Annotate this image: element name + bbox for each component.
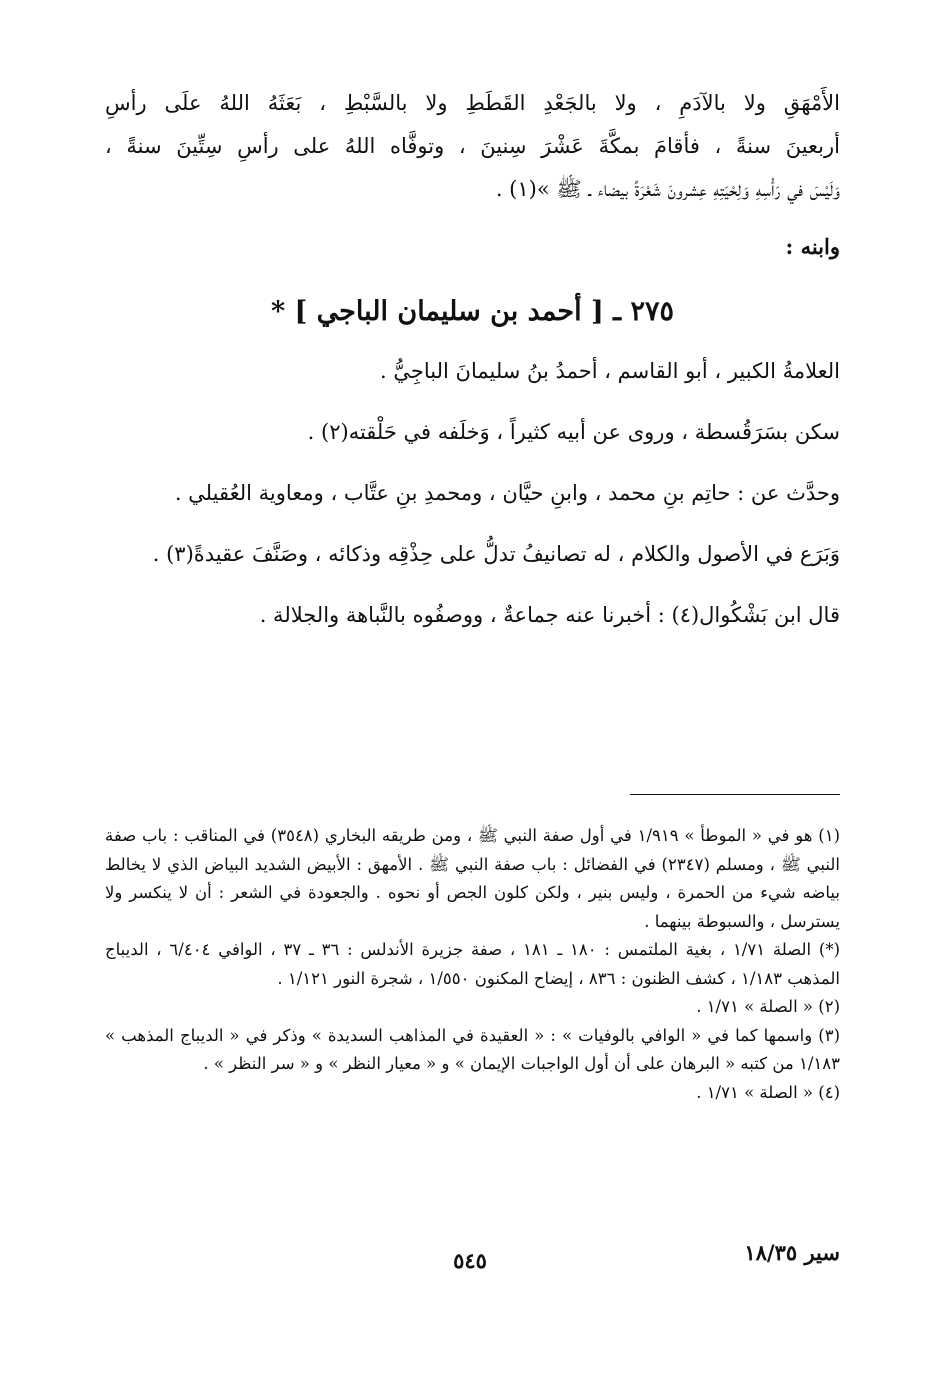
page-footer: [100, 1240, 840, 1280]
signature-mark: سير ١٨/٣٥: [744, 1240, 840, 1265]
body-paragraph: وَبَرَع في الأصول والكلام ، له تصانيفُ تدلُّ على حِذْقِه وذكائه ، وصَنَّفَ عقيدةً(٣) .: [152, 542, 840, 566]
body-paragraph: وحدَّث عن : حاتِم بنِ محمد ، وابنِ حيَّان ، ومحمدِ بنِ عتَّاب ، ومعاوية العُقيلي .: [174, 481, 840, 505]
body-paragraph: قال ابن بَشْكُوال(٤) : أخبرنا عنه جماعةٌ ، ووصفُوه بالنَّباهة والجلالة .: [259, 603, 840, 627]
entry-title: ٢٧٥ ـ [ أحمد بن سليمان الباجي ] *: [270, 296, 674, 327]
main-text: [105, 82, 840, 655]
footnote: (٣) واسمها كما في « الوافي بالوفيات » : « العقيدة في المذاهب السديدة » وذكر في « الديباج المذهب » ١/١٨٣ من كتبه « البرهان على أن أول الواجبات الإيمان » و « معيار النظر » و « سر النظر » .: [105, 1025, 840, 1073]
footnote: (١) هو في « الموطأ » ١/٩١٩ في أول صفة النبي ﷺ ، ومن طريقه البخاري (٣٥٤٨) في المناقب : باب صفة النبي ﷺ ، ومسلم (٢٣٤٧) في الفضائل : باب صفة النبي ﷺ . الأمهق : الأبيض الشديد البياض الذي لا يخالط بياضه شيء من الحمرة ، وليس بنير ، ولكن كلون الجص أو نحوه . والجعودة في الشعر : أن لا ينكسر ولا يسترسل ، والسبوطة بينهما .: [105, 826, 841, 931]
page-number: ٥٤٥: [453, 1248, 487, 1273]
continuation-line: الأَمْهَقِ ولا بالآدَمِ ، ولا بالجَعْدِ القَطَطِ ولا بالسَّبْطِ ، بَعَثَهُ اللهُ علَى رأسِ: [105, 91, 840, 115]
footnotes: [105, 822, 840, 1107]
footnote: (*) الصلة ١/٧١ ، بغية الملتمس : ١٨٠ ـ ١٨١ ، صفة جزيرة الأندلس : ٣٦ ـ ٣٧ ، الوافي ٦/٤٠٤ ، الديباج المذهب ١/١٨٣ ، كشف الظنون : ٨٣٦ ، إيضاح المكنون ١/٥٥٠ ، شجرة النور ١/١٢١ .: [105, 940, 841, 988]
footnote-separator: [630, 794, 840, 795]
continuation-line: وَلَيْسَ في رَأْسِهِ وَلِحْيَتِهِ عِشرونَ شَعْرَةً بيضاء ـ ﷺ »(١) .: [495, 177, 840, 201]
footnote: (٢) « الصلة » ١/٧١ .: [696, 997, 840, 1016]
continuation-line: أربعينَ سنةً ، فأقامَ بمكَّةَ عَشْرَ سِنينَ ، وتوفَّاه اللهُ على رأسِ سِتِّينَ سنةً ،: [105, 134, 840, 158]
intro-label: وابنه :: [785, 234, 840, 259]
footnote: (٤) « الصلة » ١/٧١ .: [696, 1082, 840, 1102]
body-paragraph: سكن بسَرَقُسطة ، وروى عن أبيه كثيراً ، وَخلَفه في حَلْقته(٢) .: [307, 420, 840, 444]
body-paragraph: العلامةُ الكبير ، أبو القاسم ، أحمدُ بنُ سليمانَ الباجِيُّ .: [380, 359, 840, 383]
